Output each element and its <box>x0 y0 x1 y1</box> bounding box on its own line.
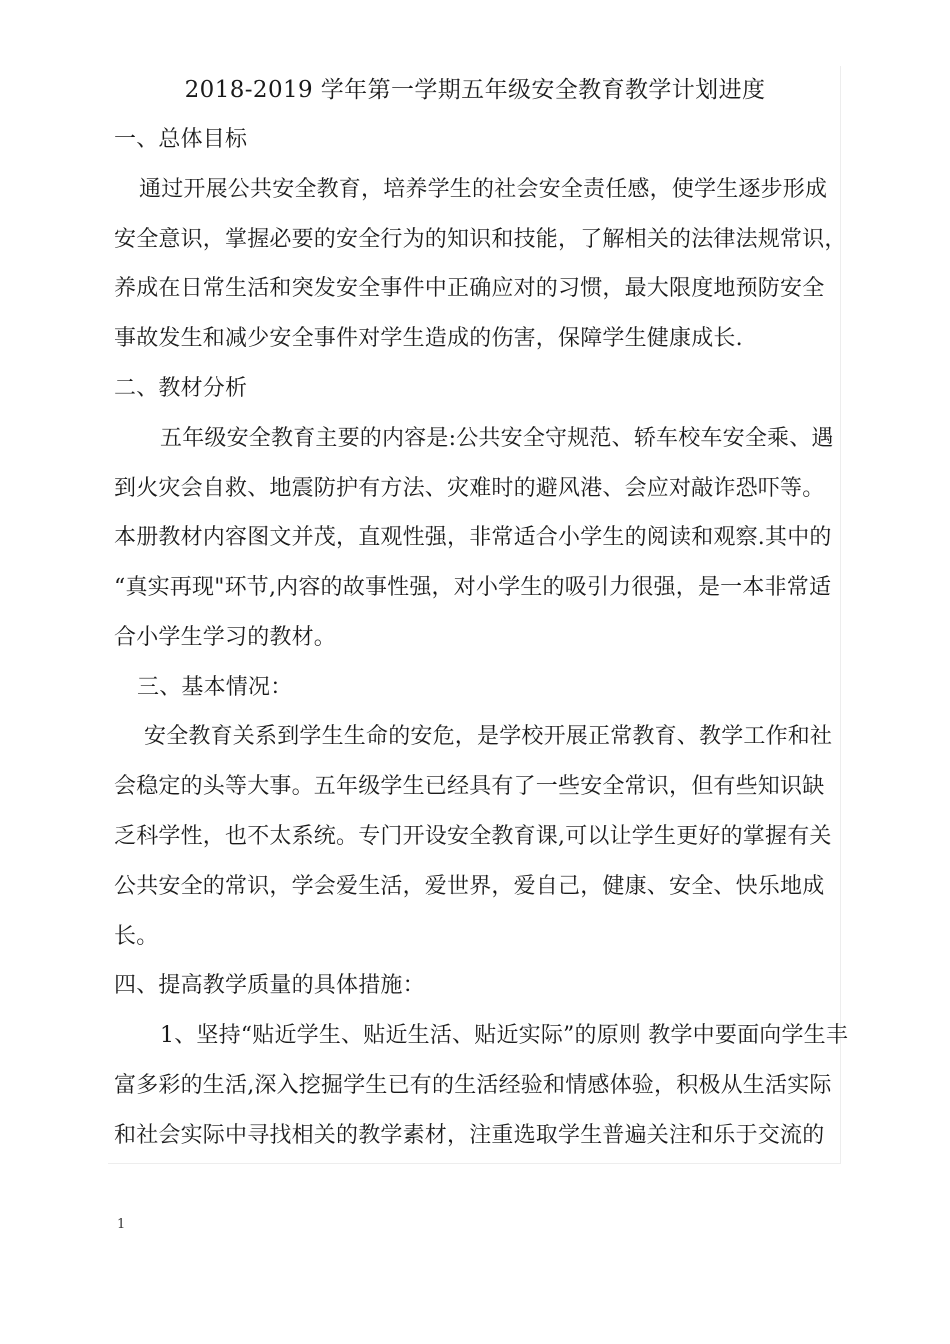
paragraph-line: 到火灾会自救、地震防护有方法、灾难时的避风港、会应对敲诈恐吓等。 <box>114 476 825 501</box>
paragraph-line: 和社会实际中寻找相关的教学素材，注重选取学生普遍关注和乐于交流的 <box>114 1123 825 1148</box>
paragraph-line: 养成在日常生活和突发安全事件中正确应对的习惯，最大限度地预防安全 <box>114 276 825 301</box>
section-heading-1: 一、总体目标 <box>114 127 248 152</box>
paragraph-line: 会稳定的头等大事。五年级学生已经具有了一些安全常识，但有些知识缺 <box>114 774 825 799</box>
section-heading-4: 四、提高教学质量的具体措施： <box>114 973 425 998</box>
page-number: 1 <box>117 1217 126 1232</box>
paragraph-line: “真实再现"环节,内容的故事性强，对小学生的吸引力很强，是一本非常适 <box>114 575 832 600</box>
paragraph-line: 长。 <box>114 924 159 949</box>
paragraph-line: 五年级安全教育主要的内容是:公共安全守规范、轿车校车安全乘、遇 <box>160 426 834 451</box>
paragraph-line: 乏科学性，也不太系统。专门开设安全教育课,可以让学生更好的掌握有关 <box>114 824 832 849</box>
paragraph-line: 合小学生学习的教材。 <box>114 625 337 650</box>
paragraph-line: 公共安全的常识，学会爱生活，爱世界，爱自己，健康、安全、快乐地成 <box>114 874 825 899</box>
section-heading-3: 三、基本情况： <box>137 675 293 700</box>
paragraph-line: 富多彩的生活,深入挖掘学生已有的生活经验和情感体验，积极从生活实际 <box>114 1073 832 1098</box>
document-title: 2018-2019 学年第一学期五年级安全教育教学计划进度 <box>184 77 766 103</box>
section-heading-2: 二、教材分析 <box>114 376 248 401</box>
paragraph-line: 本册教材内容图文并茂，直观性强，非常适合小学生的阅读和观察.其中的 <box>114 525 832 550</box>
paragraph-line: 安全教育关系到学生生命的安危，是学校开展正常教育、教学工作和社 <box>144 724 833 749</box>
paragraph-line: 通过开展公共安全教育，培养学生的社会安全责任感，使学生逐步形成 <box>139 177 828 202</box>
paragraph-line: 安全意识，掌握必要的安全行为的知识和技能，了解相关的法律法规常识， <box>114 227 847 252</box>
paragraph-line: 1、坚持“贴近学生、贴近生活、贴近实际”的原则 教学中要面向学生丰 <box>160 1023 849 1048</box>
paragraph-line: 事故发生和减少安全事件对学生造成的伤害，保障学生健康成长. <box>114 326 743 351</box>
